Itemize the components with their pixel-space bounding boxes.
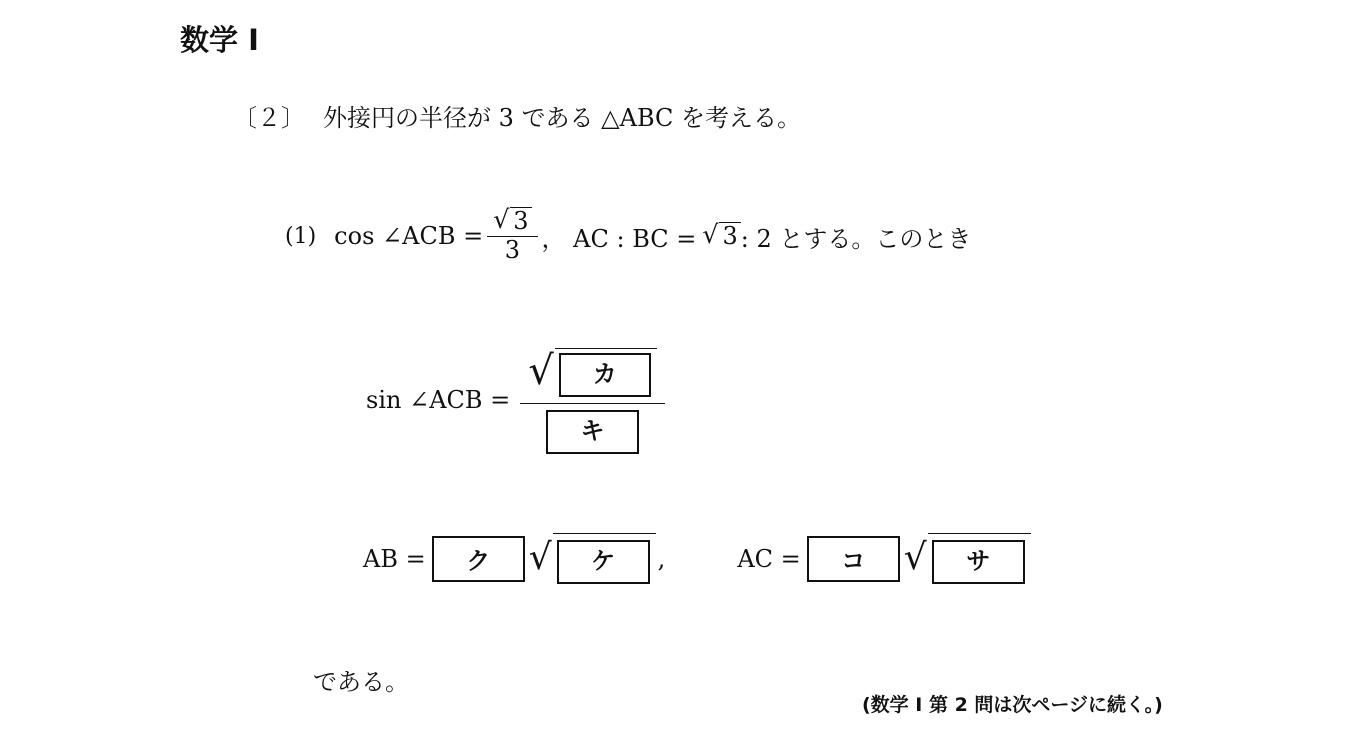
closing-text: である。: [313, 668, 409, 696]
answer-box-ko[interactable]: コ: [807, 536, 900, 582]
cos-numerator: [487, 207, 537, 236]
answer-box-ke[interactable]: ケ: [557, 540, 650, 584]
ac-lhs: AC =: [737, 544, 801, 573]
cos-radicand: 3: [510, 207, 531, 236]
side-lengths: [363, 533, 1031, 584]
radical-sign-icon: √: [528, 348, 554, 394]
sin-numerator: [520, 345, 665, 403]
problem-statement: [233, 98, 801, 133]
separator-comma: ,: [657, 544, 666, 573]
answer-box-ki[interactable]: キ: [546, 410, 639, 454]
ac-sqrt: [904, 533, 1031, 584]
radical-sign-icon: √: [702, 219, 719, 249]
continuation-note: (数学 I 第 2 問は次ページに続く。): [862, 694, 1163, 716]
cos-fraction: [487, 207, 537, 264]
part1-condition: [285, 200, 971, 272]
radical-sign-icon: √: [903, 537, 927, 578]
ab-sqrt: [529, 533, 656, 584]
sin-radicand: [555, 348, 657, 397]
cos-denominator: 3: [504, 236, 520, 264]
ratio-radicand: 3: [719, 222, 740, 251]
problem-number: 〔２〕: [233, 104, 305, 132]
sin-expression: [366, 345, 669, 454]
ab-radicand: [553, 533, 656, 584]
sin-denominator: [538, 404, 647, 454]
sin-lhs: sin ∠ACB =: [366, 385, 511, 414]
subject-heading: 数学 I: [180, 23, 259, 57]
sin-fraction: [520, 345, 665, 454]
answer-box-ka[interactable]: カ: [559, 353, 651, 397]
ratio-lhs: ， AC : BC =: [541, 224, 697, 253]
ab-lhs: AB =: [363, 544, 426, 573]
cos-lhs: cos ∠ACB =: [334, 222, 484, 250]
part1-label: (1): [285, 223, 317, 249]
sin-sqrt: [528, 348, 657, 397]
cos-sqrt: [493, 207, 531, 236]
ac-radicand: [928, 533, 1031, 584]
answer-box-ku[interactable]: ク: [432, 536, 525, 582]
ratio-rest: : 2 とする。このとき: [740, 224, 972, 253]
radical-sign-icon: √: [493, 205, 510, 235]
problem-text: 外接円の半径が 3 である △ABC を考える。: [323, 104, 802, 132]
ratio-sqrt: [702, 219, 740, 251]
radical-sign-icon: √: [528, 537, 552, 578]
answer-box-sa[interactable]: サ: [932, 540, 1025, 584]
